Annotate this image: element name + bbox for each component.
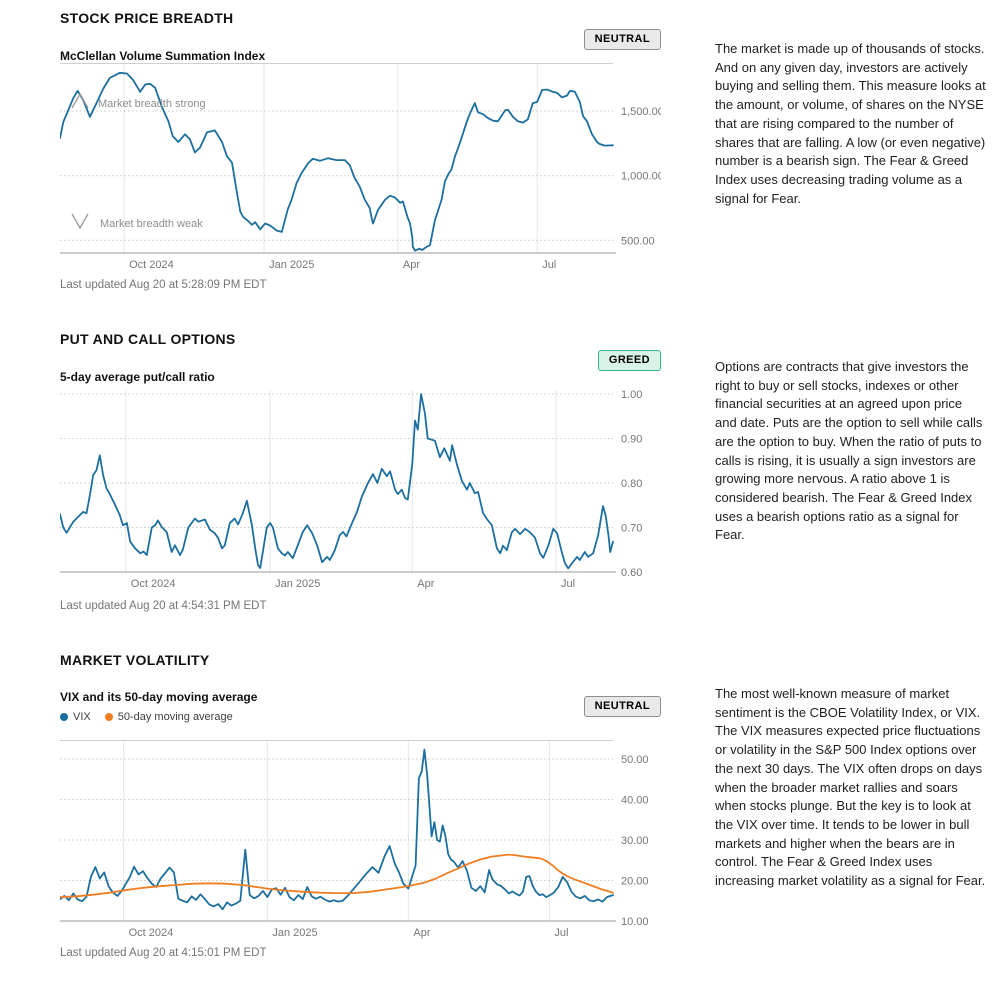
last-updated-put-call: Last updated Aug 20 at 4:54:31 PM EDT xyxy=(60,600,267,612)
svg-text:Apr: Apr xyxy=(417,578,435,590)
chart-title-breadth: McClellan Volume Summation Index xyxy=(60,49,266,63)
status-badge-breadth: NEUTRAL xyxy=(584,29,661,50)
svg-text:1,000.00: 1,000.00 xyxy=(621,170,661,183)
volatility-chart-svg[interactable] xyxy=(60,740,661,947)
moving-average-series-dot-icon xyxy=(105,713,113,721)
svg-text:Market breadth strong: Market breadth strong xyxy=(98,98,206,110)
chart-title-volatility: VIX and its 50-day moving average xyxy=(60,690,258,704)
svg-text:Jan 2025: Jan 2025 xyxy=(269,259,315,271)
legend-item-vix xyxy=(60,711,91,723)
put-call-chart[interactable] xyxy=(60,390,661,603)
svg-text:10.00: 10.00 xyxy=(621,916,649,928)
volatility-chart[interactable] xyxy=(60,740,661,952)
svg-text:1,500.00: 1,500.00 xyxy=(621,106,661,118)
put-call-chart-svg[interactable] xyxy=(60,390,661,598)
svg-text:Oct 2024: Oct 2024 xyxy=(129,259,174,271)
volatility-chart-legend xyxy=(60,711,233,723)
status-badge-volatility: NEUTRAL xyxy=(584,696,661,717)
svg-text:Jan 2025: Jan 2025 xyxy=(272,927,318,939)
legend-label-vix: VIX xyxy=(73,711,91,723)
description-breadth: The market is made up of thousands of stocks. And on any given day, investors are actively buying and selling them. This measure looks at the amount, or volume, of shares on the NYSE that are rising compared to the number of shares that are falling. A low (or even negative) number is a bearish sign. The Fear & Greed Index uses decreasing trading volume as a signal for Fear. xyxy=(715,41,986,206)
svg-text:0.80: 0.80 xyxy=(621,478,643,490)
vix-series-dot-icon xyxy=(60,713,68,721)
svg-text:20.00: 20.00 xyxy=(621,875,649,888)
svg-text:30.00: 30.00 xyxy=(621,835,649,847)
svg-text:Jan 2025: Jan 2025 xyxy=(275,578,321,590)
svg-text:1.00: 1.00 xyxy=(621,390,643,401)
svg-text:Jul: Jul xyxy=(561,578,576,590)
svg-text:40.00: 40.00 xyxy=(621,794,649,807)
svg-text:Oct 2024: Oct 2024 xyxy=(130,578,176,590)
breadth-chart-svg[interactable] xyxy=(60,63,661,279)
svg-text:0.70: 0.70 xyxy=(621,522,643,535)
legend-label-moving-average: 50-day moving average xyxy=(117,711,233,723)
svg-text:500.00: 500.00 xyxy=(621,235,655,248)
svg-text:Jul: Jul xyxy=(554,927,569,939)
status-badge-put-call: GREED xyxy=(598,350,661,371)
svg-text:Jul: Jul xyxy=(542,259,557,271)
svg-text:0.60: 0.60 xyxy=(621,567,643,579)
svg-text:Apr: Apr xyxy=(402,259,421,271)
last-updated-volatility: Last updated Aug 20 at 4:15:01 PM EDT xyxy=(60,947,267,959)
section-heading-market-volatility: MARKET VOLATILITY xyxy=(60,652,210,668)
last-updated-breadth: Last updated Aug 20 at 5:28:09 PM EDT xyxy=(60,279,267,291)
description-put-call: Options are contracts that give investors the right to buy or sell stocks, indexes or other financial securities at an agreed upon price and date. Puts are the option to sell while calls are the option to buy. When the ratio of puts to calls is rising, it is usually a sign investors are growing more nervous. A ratio above 1 is considered bearish. The Fear & Greed Index uses a bearish options ratio as a signal for Fear. xyxy=(715,359,983,543)
svg-text:Market breadth weak: Market breadth weak xyxy=(100,218,203,230)
breadth-chart[interactable] xyxy=(60,63,661,284)
svg-text:50.00: 50.00 xyxy=(621,754,649,766)
description-volatility: The most well-known measure of market sentiment is the CBOE Volatility Index, or VIX. The VIX measures expected price fluctuations or volatility in the S&P 500 Index options over the next 30 days. The VIX often drops on days when the broader market rallies and soars when stocks plunge. But the key is to look at the VIX over time. It tends to be lower in bull markets and higher when the bears are in control. The Fear & Greed Index uses increasing market volatility as a signal for Fear. xyxy=(715,686,986,889)
section-heading-stock-price-breadth: STOCK PRICE BREADTH xyxy=(60,10,234,26)
svg-text:Apr: Apr xyxy=(413,927,431,939)
chart-title-put-call: 5-day average put/call ratio xyxy=(60,370,215,384)
section-heading-put-call-options: PUT AND CALL OPTIONS xyxy=(60,331,236,347)
svg-text:0.90: 0.90 xyxy=(621,433,643,446)
svg-text:Oct 2024: Oct 2024 xyxy=(128,927,174,939)
legend-item-moving-average xyxy=(105,711,233,723)
